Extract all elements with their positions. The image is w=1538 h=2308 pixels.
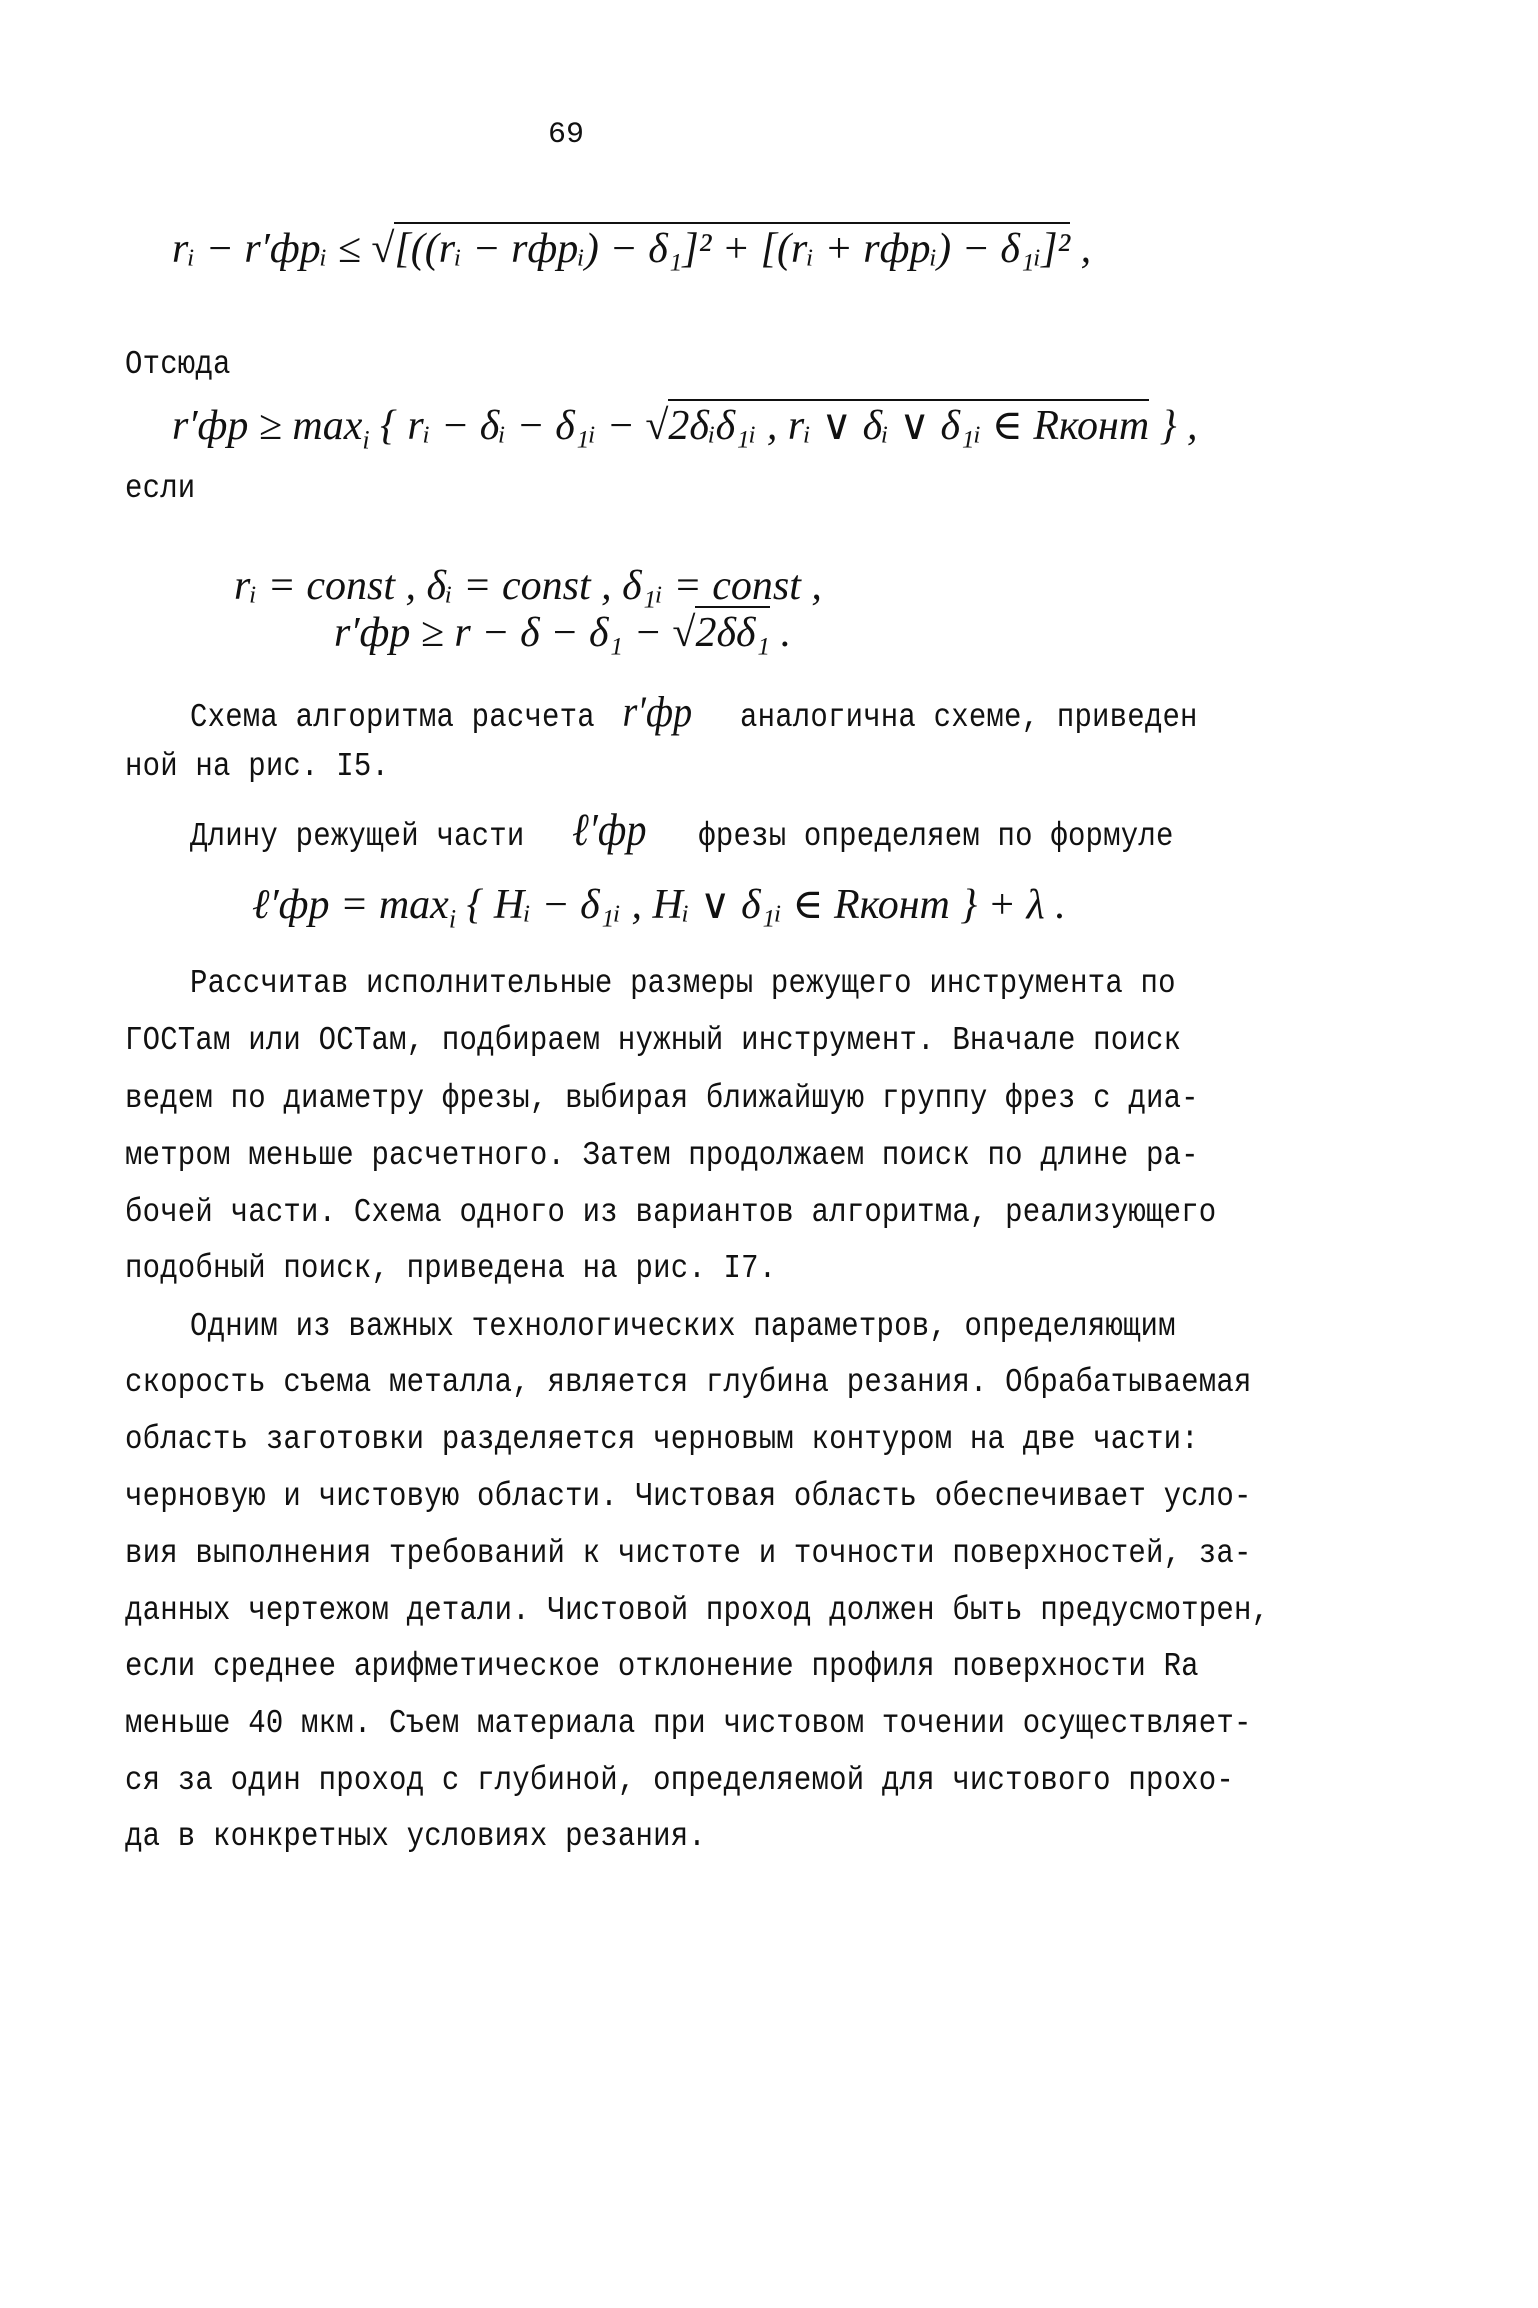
formula-radius-condition — [172, 228, 1091, 270]
paragraph-scheme-line2: ной на рис. I5. — [125, 747, 390, 786]
text-line: да в конкретных условиях резания. — [125, 1817, 706, 1856]
symbol: ℓ′фр — [572, 803, 647, 856]
formula-cutting-length — [252, 884, 1066, 932]
text-line: ся за один проход с глубиной, определяемой для чистового прохо- — [125, 1761, 1234, 1800]
text-line: Одним из важных технологических параметров, определяющим — [190, 1307, 1176, 1346]
text-line: метром меньше расчетного. Затем продолжаем поиск по длине ра- — [125, 1136, 1199, 1175]
text-line: ведем по диаметру фрезы, выбирая ближайшую группу фрез с диа- — [125, 1079, 1199, 1118]
formula-part: . — [770, 610, 792, 656]
text-line: подобный поиск, приведена на рис. I7. — [125, 1249, 777, 1288]
paragraph-length — [190, 803, 1174, 856]
text: фрезы определяем по формуле — [698, 817, 1174, 856]
text-line: скорость съема металла, является глубина резания. Обрабатываемая — [125, 1363, 1252, 1402]
text-line: черновую и чистовую области. Чистовая область обеспечивает усло- — [125, 1477, 1252, 1516]
formula-part: { rᵢ − δᵢ − δ₁ᵢ − √ — [369, 403, 669, 449]
text-line: Рассчитав исполнительные размеры режущего инструмента по — [190, 964, 1176, 1003]
formula-part: r′фр ≥ max — [172, 403, 363, 449]
text-line: меньше 40 мкм. Съем материала при чистовом точении осуществляет- — [125, 1704, 1252, 1743]
symbol: r′фр — [622, 688, 693, 737]
formula-radicand: 2δᵢδ₁ᵢ , rᵢ ∨ δᵢ ∨ δ₁ᵢ ∈ Rконт — [668, 399, 1149, 449]
text-line: ГОСТам или ОСТам, подбираем нужный инструмент. Вначале поиск — [125, 1021, 1182, 1060]
formula-constants: rᵢ = const , δᵢ = const , δ₁ᵢ = const , — [234, 563, 822, 609]
formula-subscript: i — [362, 425, 370, 455]
formula-radicand: 2δδ₁ — [695, 606, 770, 656]
text-line: вия выполнения требований к чистоте и точности поверхностей, за- — [125, 1534, 1252, 1573]
formula-part: } , — [1149, 403, 1198, 449]
paragraph-scheme-line1 — [190, 688, 1198, 737]
formula-radicand: [((rᵢ − rфрᵢ) − δ₁]² + [(rᵢ + rфрᵢ) − δ₁ᵢ]² — [394, 222, 1070, 272]
formula-part: , — [1070, 226, 1092, 272]
page-number: 69 — [548, 118, 585, 152]
text: Схема алгоритма расчета — [190, 698, 595, 737]
formula-part: r′фр ≥ r − δ − δ₁ − √ — [334, 610, 696, 656]
formula-radius-simplified — [334, 612, 791, 654]
text-line: область заготовки разделяется черновым контуром на две части: — [125, 1420, 1199, 1459]
formula-part: rᵢ − r′фрᵢ ≤ √ — [172, 226, 395, 272]
word-otsyuda: Отсюда — [125, 345, 231, 384]
formula-max-radius — [172, 405, 1198, 453]
formula-part: ℓ′фр = max — [252, 882, 449, 928]
text: Длину режущей части — [190, 817, 525, 856]
text-line: данных чертежом детали. Чистовой проход должен быть предусмотрен, — [125, 1591, 1270, 1630]
word-esli: если — [125, 469, 196, 508]
text-line: если среднее арифметическое отклонение профиля поверхности Ra — [125, 1647, 1199, 1686]
formula-subscript: i — [448, 904, 457, 934]
text: аналогична схеме, приведен — [739, 698, 1198, 737]
text-line: бочей части. Схема одного из вариантов алгоритма, реализующего — [125, 1193, 1217, 1232]
formula-part: { Hᵢ − δ₁ᵢ , Hᵢ ∨ δ₁ᵢ ∈ Rконт } + λ . — [456, 882, 1066, 928]
